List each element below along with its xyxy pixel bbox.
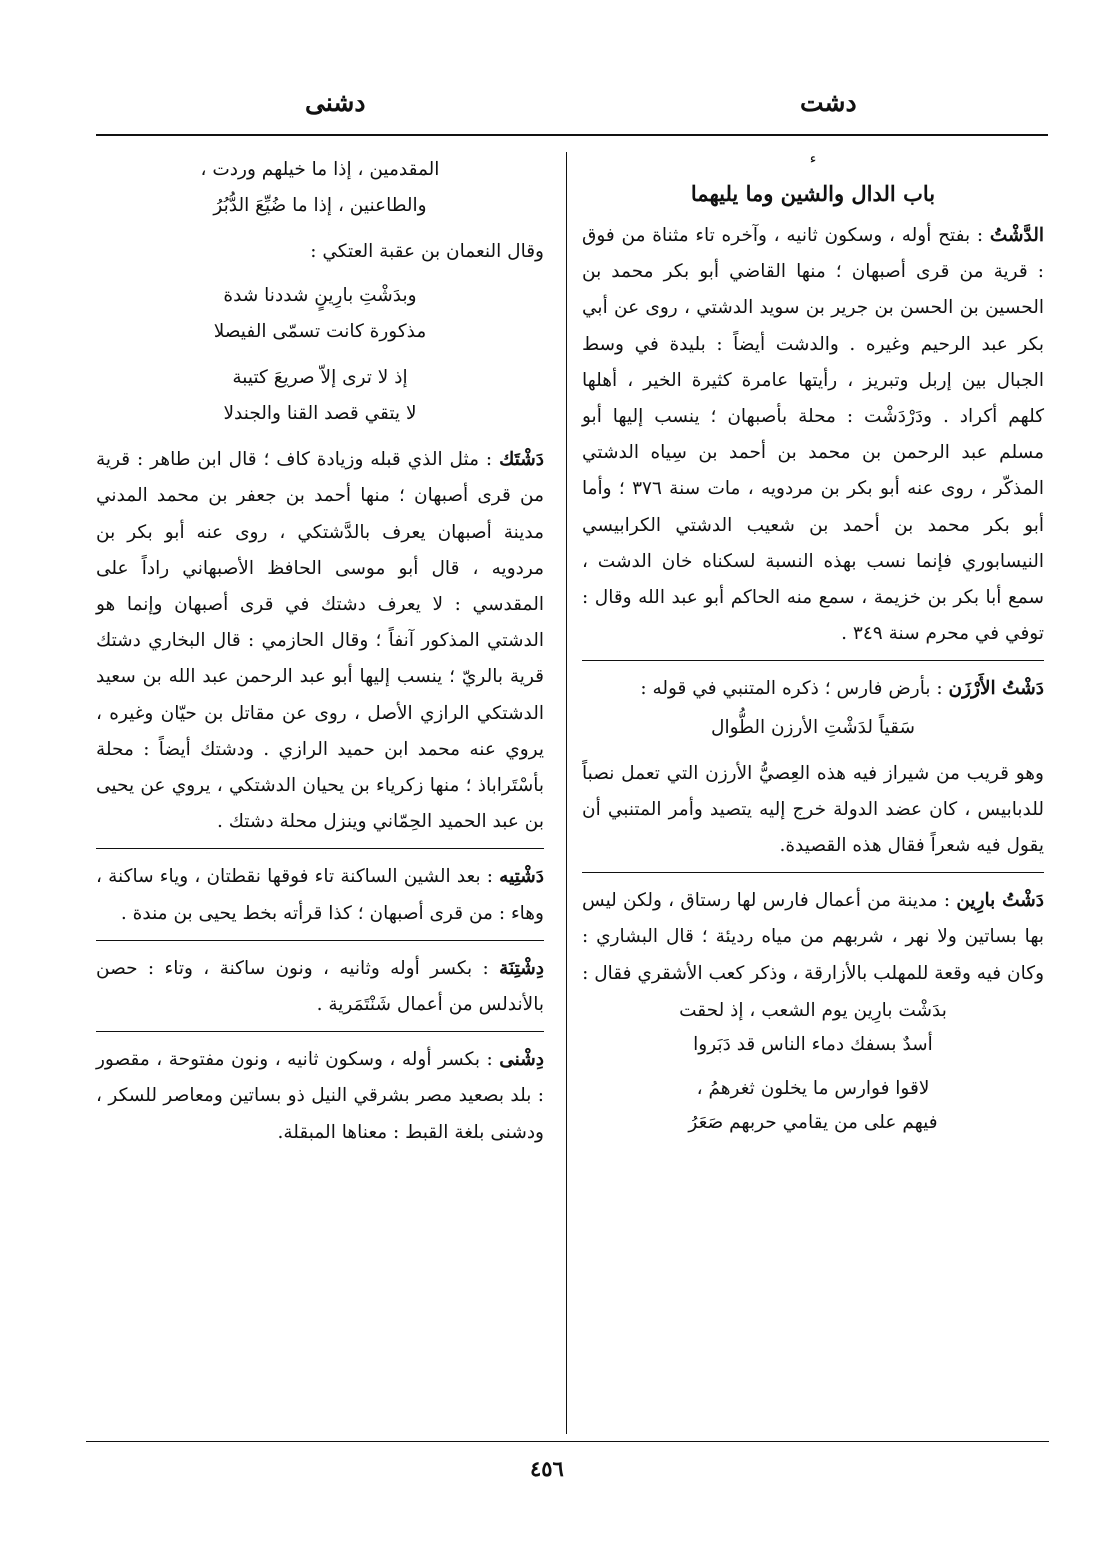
top-rule (96, 134, 1048, 136)
right-column (582, 150, 1044, 1150)
entry-dasht (582, 218, 1044, 652)
entry-headword: دَشْتِيه (499, 866, 544, 888)
entry-divider (582, 872, 1044, 873)
entry-text: : مدينة من أعمال فارس لها رستاق ، ولكن ليس بها بساتين ولا نهر ، شربهم من مياه رديئة ؛ قال البشاري : وكان فيه وقعة للمهلب بالأزارقة ، وذكر كعب الأشقري فقال : (582, 890, 1044, 984)
entry-headword: دَشْتُ الأَرْزَن (948, 678, 1044, 700)
verse-line: أسدٌ بسفك دماء الناس قد دَبَروا (693, 1033, 933, 1055)
verse-line: وبدَشْتِ بارِينٍ شددنا شدة (223, 285, 417, 307)
verse-block (582, 1072, 1044, 1140)
entry-divider (96, 940, 544, 941)
entry-text: : بأرض فارس ؛ ذكره المتنبي في قوله : (640, 678, 943, 700)
left-column (96, 150, 544, 1159)
running-header-left: دشنى (305, 88, 366, 117)
entry-text: : بعد الشين الساكنة تاء فوقها نقطتان ، وياء ساكنة ، وهاء : من قرى أصبهان ؛ كذا قرأته بخط يحيى بن مندة . (96, 866, 544, 924)
entry-headword: الدَّشْتُ (989, 225, 1044, 246)
verse-line: والطاعنين ، إذا ما ضُيِّعَ الدُّبُرُ (213, 195, 427, 216)
entry-dishna (96, 1042, 544, 1151)
verse-block (96, 278, 544, 350)
entry-divider (96, 848, 544, 849)
entry-dashtak (96, 442, 544, 840)
verse-line: إذ لا ترى إلاّ صريعَ كتيبة (232, 367, 408, 389)
verse-line: فيهم على من يقامي حربهم صَعَرُ (688, 1111, 938, 1133)
verse-line: بدَشْت بارِين يوم الشعب ، إذ لحقت (679, 999, 947, 1021)
verse-block (582, 994, 1044, 1062)
entry-headword: دَشْتُ بارِين (956, 890, 1045, 912)
entry-headword: دِشْتِنَة (499, 957, 544, 979)
verse-line: لا يتقي قصد القنا والجندلا (223, 403, 417, 425)
verse-line: مذكورة كانت تسمّى الفيصلا (213, 321, 427, 343)
section-title: باب الدال والشين وما يليهما (690, 181, 936, 206)
entry-dasht-barin (582, 883, 1044, 1140)
running-header-right: دشت (800, 88, 857, 117)
entry-headword: دِشْنى (499, 1049, 544, 1071)
entry-text: وهو قريب من شيراز فيه هذه العِصيُّ الأرزن التي تعمل نصباً للدبابيس ، كان عضد الدولة خرج إليه يتصيد وأمر المتنبي أن يقول فيه شعراً فقال هذه القصيدة. (582, 762, 1044, 857)
ornament-mark: ء (809, 151, 817, 167)
entry-dasht-al-arzan (582, 671, 1044, 864)
verse-block (582, 710, 1044, 746)
entry-text: : مثل الذي قبله وزيادة كاف ؛ قال ابن طاهر : قرية من قرى أصبهان ؛ منها أحمد بن جعفر بن محمد المدني مدينة أصبهان يعرف بالدَّشتكي ، روى عنه أبو بكر بن مردويه ، قال أبو موسى الحافظ الأصبهاني راداً على المقدسي : لا يعرف دشتك في قرى أصبهان وإنما هو الدشتي المذكور آنفاً ؛ وقال الحازمي : قال البخاري دشتك قرية بالريّ ؛ ينسب إليها أبو عبد الرحمن عبد الله بن سعيد الدشتكي الرازي الأصل ، روى عن مقاتل بن حيّان وغيره ، يروي عنه محمد ابن حميد الرازي . ودشتك أيضاً : محلة بأسْتَراباذ ؛ منها زكرياء بن يحيان الدشتكي ، يروي عن يحيى بن عبد الحميد الحِمّاني وينزل محلة دشتك . (96, 449, 544, 833)
bottom-rule (86, 1441, 1049, 1442)
verse-line: سَقياً لدَشْتِ الأرزن الطُّوال (711, 716, 915, 738)
entry-text: : بكسر أوله ، وسكون ثانيه ، ونون مفتوحة ، مقصور : بلد بصعيد مصر بشرقي النيل ذو بساتين ومعاصر للسكر ، ودشنى بلغة القبط : معناها المبقلة. (96, 1049, 544, 1143)
entry-headword: دَشْتَك (499, 449, 544, 471)
entry-dashtiyah (96, 859, 544, 931)
column-divider (566, 152, 567, 1434)
entry-text: : بكسر أوله وثانيه ، ونون ساكنة ، وتاء : حصن بالأندلس من أعمال شَنْتَمَرية . (96, 957, 544, 1016)
entry-divider (96, 1031, 544, 1032)
entry-dishtinah (96, 951, 544, 1023)
verse-intro: وقال النعمان بن عقبة العتكي : (310, 241, 544, 262)
page-number: ٤٥٦ (530, 1456, 564, 1481)
verse-block (96, 360, 544, 432)
verse-line: لاقوا فوارس ما يخلون ثغرهمُ ، (696, 1077, 930, 1099)
entry-text: : بفتح أوله ، وسكون ثانيه ، وآخره تاء مثناة من فوق : قرية من قرى أصبهان ؛ منها القاضي أبو بكر محمد بن الحسين بن الحسن بن جرير بن سويد الدشتي ، روى عن أبي بكر عبد الرحيم وغيره . والدشت أيضاً : بليدة في وسط الجبال بين إربل وتبريز ، رأيتها عامرة كثيرة الخير ، أهلها كلهم أكراد . ودَرْدَشْت : محلة بأصبهان ؛ ينسب إليها أبو مسلم عبد الرحمن بن محمد بن أحمد بن سِياه الدشتي المذكّر ، روى عنه أبو بكر بن مردويه ، مات سنة ٣٧٦ ؛ وأما أبو بكر محمد بن أحمد بن شعيب الدشتي الكرابيسي النيسابوري فإنما نسب بهذه النسبة لسكناه خان الدشت ، سمع أبا بكر بن خزيمة ، سمع منه الحاكم أبو عبد الله وقال : توفي في محرم سنة ٣٤٩ . (582, 225, 1045, 645)
entry-divider (582, 660, 1044, 661)
verse-block (96, 152, 544, 224)
verse-line: المقدمين ، إذا ما خيلهم وردت ، (200, 159, 440, 180)
